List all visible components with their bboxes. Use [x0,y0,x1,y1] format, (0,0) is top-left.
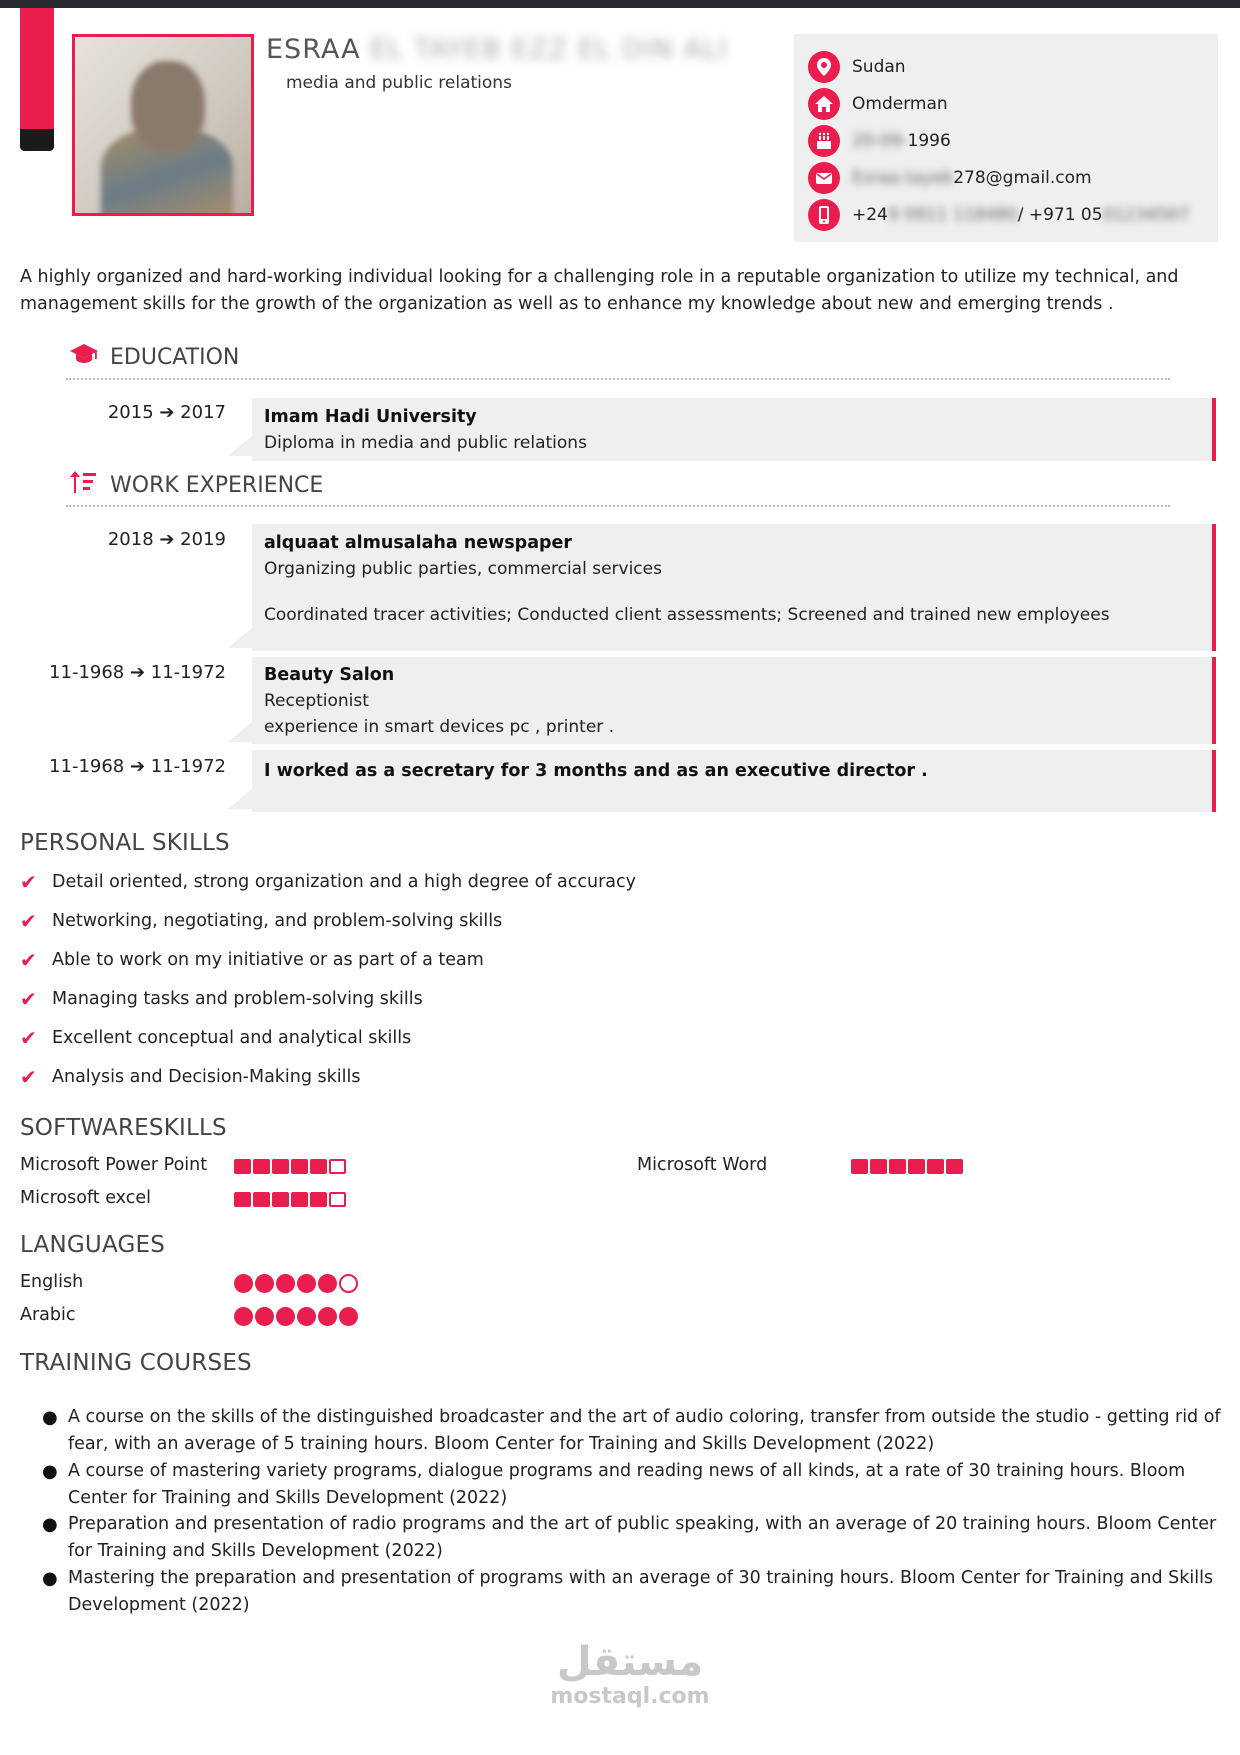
mostaql-watermark [530,1640,730,1709]
course-text: Mastering the preparation and presentation of programs with an average of 30 training hours. Bloom Center for Training and Skills Development (2022) [68,1568,1214,1615]
software-skills-heading: SOFTWARESKILLS [20,1115,227,1141]
work-card-2 [252,657,1216,744]
skill-text: Detail oriented, strong organization and a high degree of accuracy [52,872,636,892]
education-heading-text: EDUCATION [110,344,240,370]
rating-square-filled [927,1159,944,1174]
skill-item [20,1026,411,1050]
software-rating [234,1192,346,1207]
phone-second-prefix: / +971 05 [1017,204,1103,225]
bullet-icon: ● [42,1461,58,1482]
check-icon: ✔ [20,948,37,972]
skill-item [20,987,423,1011]
skill-text: Excellent conceptual and analytical skills [52,1028,412,1048]
contact-birthdate [808,122,1218,159]
rating-circle-filled [255,1307,274,1326]
software-rating [234,1159,346,1174]
skill-item [20,870,636,894]
rating-square-filled [946,1159,963,1174]
rating-square-filled [291,1192,308,1207]
last-name-redacted: EL TAYEB EZZ EL DIN ALI [370,34,728,65]
training-heading: TRAINING COURSES [20,1350,252,1376]
work-role-1: Organizing public parties, commercial services [264,559,662,579]
birthday-cake-icon [808,125,840,157]
language-name: Arabic [20,1305,76,1325]
contact-phone[interactable] [808,196,1218,233]
software-name: Microsoft Word [637,1155,768,1175]
work-divider [66,505,1170,507]
rating-square-empty [329,1192,346,1207]
rating-circle-filled [297,1307,316,1326]
timeline-notch [228,628,252,648]
watermark-arabic: مستقل [556,1639,704,1685]
check-icon: ✔ [20,909,37,933]
contact-box [794,34,1218,242]
phone-redacted-2: 01234567 [1102,204,1190,225]
rating-circle-filled [234,1307,253,1326]
skill-item [20,1065,361,1089]
course-text: A course on the skills of the distinguished broadcaster and the art of audio coloring, transfer from outside the studio - getting rid of fear, with an average of 5 training hours. Bloom Center for Training and Skills Development (2022) [68,1407,1221,1454]
profile-photo [72,34,254,216]
bullet-icon: ● [42,1514,58,1535]
rating-square-filled [234,1159,251,1174]
language-rating [234,1307,358,1326]
work-date-2: 11-1968 ➔ 11-1972 [49,662,226,683]
work-date-3: 11-1968 ➔ 11-1972 [49,756,226,777]
rating-circle-filled [255,1274,274,1293]
home-icon [808,88,840,120]
birthdate-redacted: 20-09- [852,130,908,151]
rating-circle-filled [318,1307,337,1326]
education-institution: Imam Hadi University [264,407,477,427]
check-icon: ✔ [20,1026,37,1050]
timeline-notch [228,436,252,456]
timeline-notch [228,722,252,742]
software-rating [851,1159,963,1174]
rating-square-filled [234,1192,251,1207]
check-icon: ✔ [20,870,37,894]
course-item [42,1511,1222,1565]
accent-bar [20,8,54,151]
email-icon [808,162,840,194]
email-redacted: Esraa.tayeb [852,167,954,188]
skill-item [20,909,502,933]
first-name: ESRAA [266,34,361,65]
person-name [266,34,728,65]
bullet-icon: ● [42,1568,58,1589]
birthdate-year: 1996 [907,130,951,151]
work-card-3 [252,750,1216,812]
profile-summary: A highly organized and hard-working individual looking for a challenging role in a reputable organization to utilize my technical, and management skills for the growth of the organization as well as to enhance my knowledge about new and emerging trends . [20,267,1179,314]
rating-circle-filled [318,1274,337,1293]
education-heading [70,344,239,370]
contact-city-text: Omderman [852,93,948,114]
skill-text: Analysis and Decision-Making skills [52,1067,361,1087]
rating-square-filled [908,1159,925,1174]
phone-icon [808,199,840,231]
work-duties-2: experience in smart devices pc , printer . [264,717,615,737]
work-employer-2: Beauty Salon [264,665,395,685]
rating-square-empty [329,1159,346,1174]
contact-city [808,85,1218,122]
skill-text: Managing tasks and problem-solving skills [52,989,423,1009]
check-icon: ✔ [20,987,37,1011]
work-card-1 [252,524,1216,651]
rating-square-filled [310,1159,327,1174]
sort-list-icon [70,471,96,499]
email-domain: 278@gmail.com [953,167,1092,188]
contact-location-text: Sudan [852,56,906,77]
rating-circle-filled [276,1274,295,1293]
work-employer-3: I worked as a secretary for 3 months and as an executive director . [264,761,928,781]
course-text: Preparation and presentation of radio programs and the art of public speaking, with an average of 20 training hours. Bloom Center for Training and Skills Development (2022) [68,1514,1217,1561]
contact-email[interactable] [808,159,1218,196]
rating-square-filled [272,1159,289,1174]
rating-square-filled [272,1192,289,1207]
phone-prefix: +24 [852,204,888,225]
software-name: Microsoft Power Point [20,1155,208,1175]
skill-text: Networking, negotiating, and problem-solving skills [52,911,503,931]
course-item [42,1458,1222,1512]
top-bar [0,0,1240,8]
photo-face-blurred [131,61,205,153]
job-title: media and public relations [286,73,512,93]
rating-square-filled [291,1159,308,1174]
course-text: A course of mastering variety programs, dialogue programs and reading news of all kinds, at a rate of 30 training hours. Bloom Center for Training and Skills Development (2022) [68,1461,1186,1508]
course-item [42,1404,1222,1458]
course-item [42,1565,1222,1619]
graduation-cap-icon [70,344,96,370]
rating-square-filled [851,1159,868,1174]
work-employer-1: alquaat almusalaha newspaper [264,533,573,553]
timeline-notch [228,789,252,809]
rating-square-filled [253,1159,270,1174]
watermark-latin: mostaql.com [550,1684,710,1709]
personal-skills-heading: PERSONAL SKILLS [20,830,230,856]
phone-redacted-1: 9 0911 118480 [887,204,1018,225]
work-date-1: 2018 ➔ 2019 [107,529,226,550]
rating-circle-empty [339,1274,358,1293]
skill-text: Able to work on my initiative or as part of a team [52,950,484,970]
check-icon: ✔ [20,1065,37,1089]
education-degree: Diploma in media and public relations [264,433,587,453]
education-date: 2015 ➔ 2017 [107,402,226,423]
work-role-2: Receptionist [264,691,369,711]
accent-bar-tip [20,129,54,151]
work-heading-text: WORK EXPERIENCE [110,472,324,498]
rating-square-filled [889,1159,906,1174]
work-heading [70,471,323,499]
bullet-icon: ● [42,1407,58,1428]
education-card [252,398,1216,461]
language-rating [234,1274,358,1293]
language-name: English [20,1272,84,1292]
rating-circle-filled [234,1274,253,1293]
software-name: Microsoft excel [20,1188,151,1208]
rating-circle-filled [297,1274,316,1293]
languages-heading: LANGUAGES [20,1232,166,1258]
location-icon [808,51,840,83]
rating-circle-filled [339,1307,358,1326]
contact-location [808,48,1218,85]
rating-square-filled [253,1192,270,1207]
work-duties-1: Coordinated tracer activities; Conducted client assessments; Screened and trained new employees [264,605,1110,625]
rating-square-filled [870,1159,887,1174]
rating-square-filled [310,1192,327,1207]
skill-item [20,948,484,972]
education-divider [66,378,1170,380]
rating-circle-filled [276,1307,295,1326]
